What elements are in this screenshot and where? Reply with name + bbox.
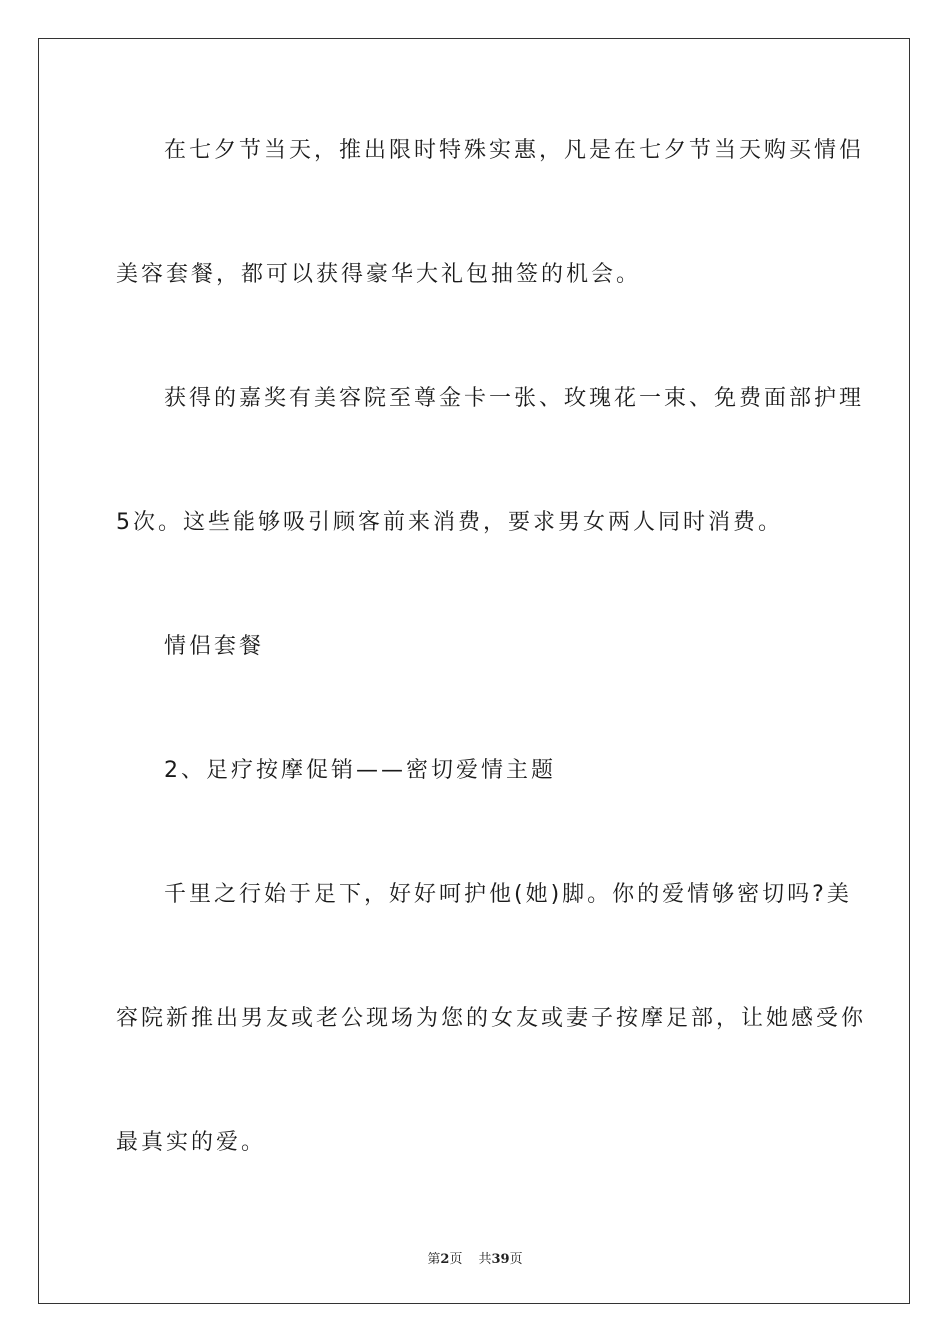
paragraph-5-line-2: 容院新推出男友或老公现场为您的女友或妻子按摩足部，让她感受你 — [116, 1006, 867, 1031]
footer-page-number: 2 — [440, 1252, 450, 1267]
footer-total-suffix: 页 — [509, 1252, 523, 1267]
footer-page-prefix: 第 — [427, 1252, 441, 1267]
paragraph-2-line-2: 5次。这些能够吸引顾客前来消费，要求男女两人同时消费。 — [116, 510, 783, 535]
page-footer — [0, 1248, 950, 1267]
page-border — [38, 38, 910, 1304]
footer-total-prefix: 共 — [478, 1252, 492, 1267]
paragraph-1-line-1: 在七夕节当天，推出限时特殊实惠，凡是在七夕节当天购买情侣 — [164, 138, 865, 163]
paragraph-5-line-1: 千里之行始于足下，好好呵护他(她)脚。你的爱情够密切吗?美 — [164, 882, 852, 907]
footer-page-suffix: 页 — [449, 1252, 463, 1267]
footer-total-pages: 39 — [491, 1252, 510, 1267]
paragraph-1-line-2: 美容套餐，都可以获得豪华大礼包抽签的机会。 — [116, 262, 642, 287]
paragraph-2-line-1: 获得的嘉奖有美容院至尊金卡一张、玫瑰花一束、免费面部护理 — [164, 386, 865, 411]
section-heading: 2、足疗按摩促销——密切爱情主题 — [164, 758, 556, 783]
paragraph-5-line-3: 最真实的爱。 — [116, 1130, 267, 1155]
paragraph-3-line-1: 情侣套餐 — [164, 634, 265, 659]
